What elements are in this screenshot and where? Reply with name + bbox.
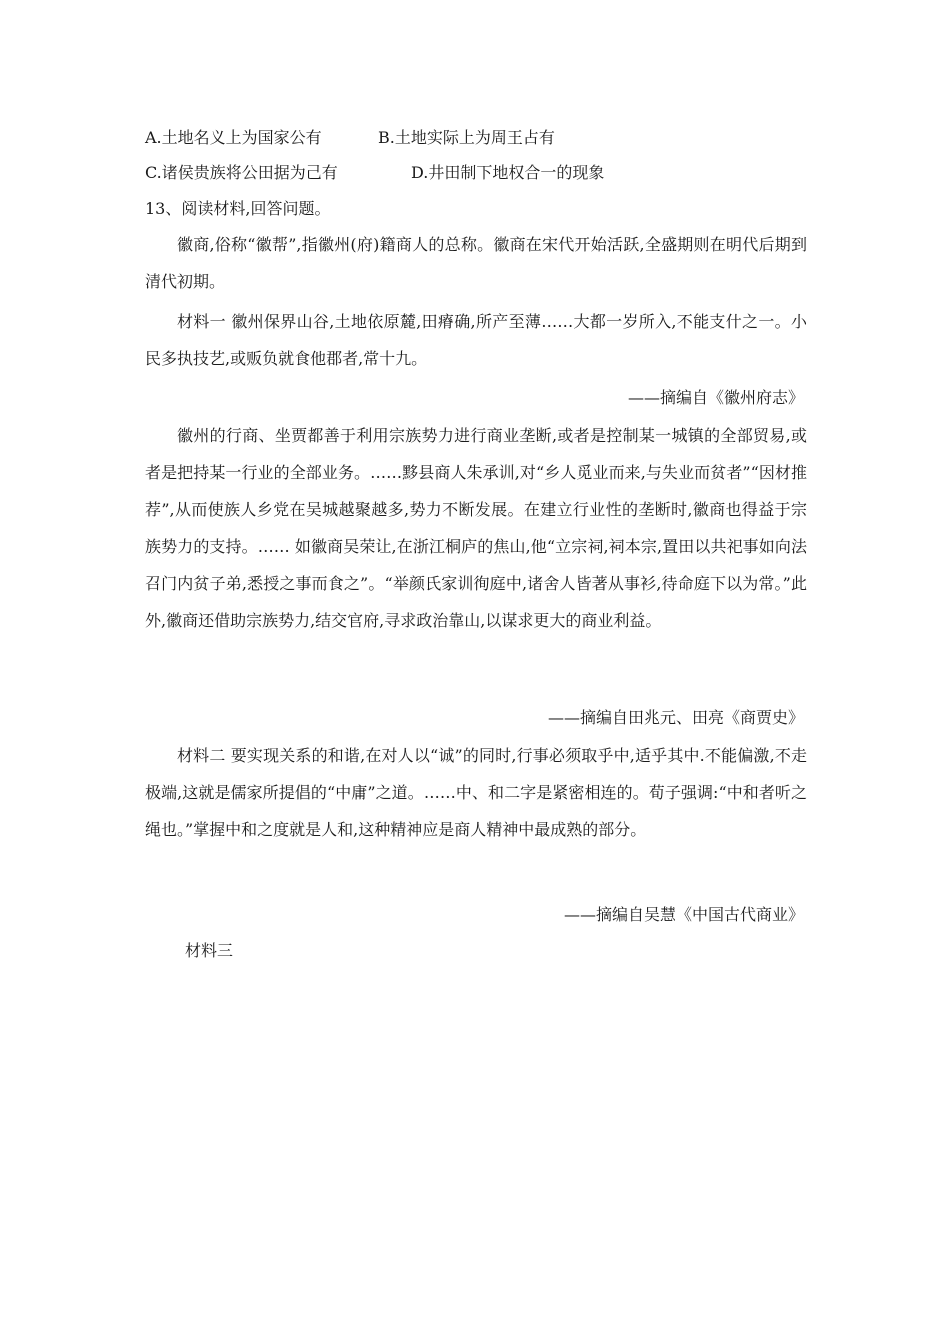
material-3-label: 材料三 <box>185 941 234 960</box>
material-2-text: 材料二 要实现关系的和谐,在对人以“诚”的同时,行事必须取乎中,适乎其中.不能偏激,不走极端,这就是儒家所提倡的“中庸”之道。……中、和二字是紧密相连的。荀子强调:“中和者听之绳也。”掌握中和之度就是人和,这种精神应是商人精神中最成熟的部分。 <box>145 746 807 839</box>
intro-paragraph: 徽商,俗称“徽帮”,指徽州(府)籍商人的总称。徽商在宋代开始活跃,全盛期则在明代后期到清代初期。 <box>145 235 807 291</box>
option-d: D.井田制下地权合一的现象 <box>411 163 605 182</box>
material-1-source: ——摘编自《徽州府志》 <box>627 388 804 407</box>
material-1-text-2: 徽州的行商、坐贾都善于利用宗族势力进行商业垄断,或者是控制某一城镇的全部贸易,或者是把持某一行业的全部业务。……黟县商人朱承训,对“乡人觅业而来,与失业而贫者”“因材推荐”,从而使族人乡党在吴城越聚越多,势力不断发展。在建立行业性的垄断时,徽商也得益于宗族势力的支持。…… 如徽商吴荣让,在浙江桐庐的焦山,他“立宗祠,祠本宗,置田以共祀事如向法召门内贫子弟,悉授之事而食之”。“举颜氏家训徇庭中,诸舍人皆著从事衫,待命庭下以为常。”此外,徽商还借助宗族势力,结交官府,寻求政治靠山,以谋求更大的商业利益。 <box>145 426 807 630</box>
material-1-source-2: ——摘编自田兆元、田亮《商贾史》 <box>547 708 804 727</box>
option-a: A.土地名义上为国家公有 <box>145 128 322 147</box>
material-1-text: 材料一 徽州保界山谷,土地依原麓,田瘠确,所产至薄……大都一岁所入,不能支什之一。小民多执技艺,或贩负就食他郡者,常十九。 <box>145 312 807 368</box>
material-2-source: ——摘编自吴慧《中国古代商业》 <box>563 905 804 924</box>
question-13: 13、阅读材料,回答问题。 <box>145 199 331 218</box>
option-c: C.诸侯贵族将公田据为己有 <box>145 163 338 182</box>
option-b: B.土地实际上为周王占有 <box>378 128 555 147</box>
